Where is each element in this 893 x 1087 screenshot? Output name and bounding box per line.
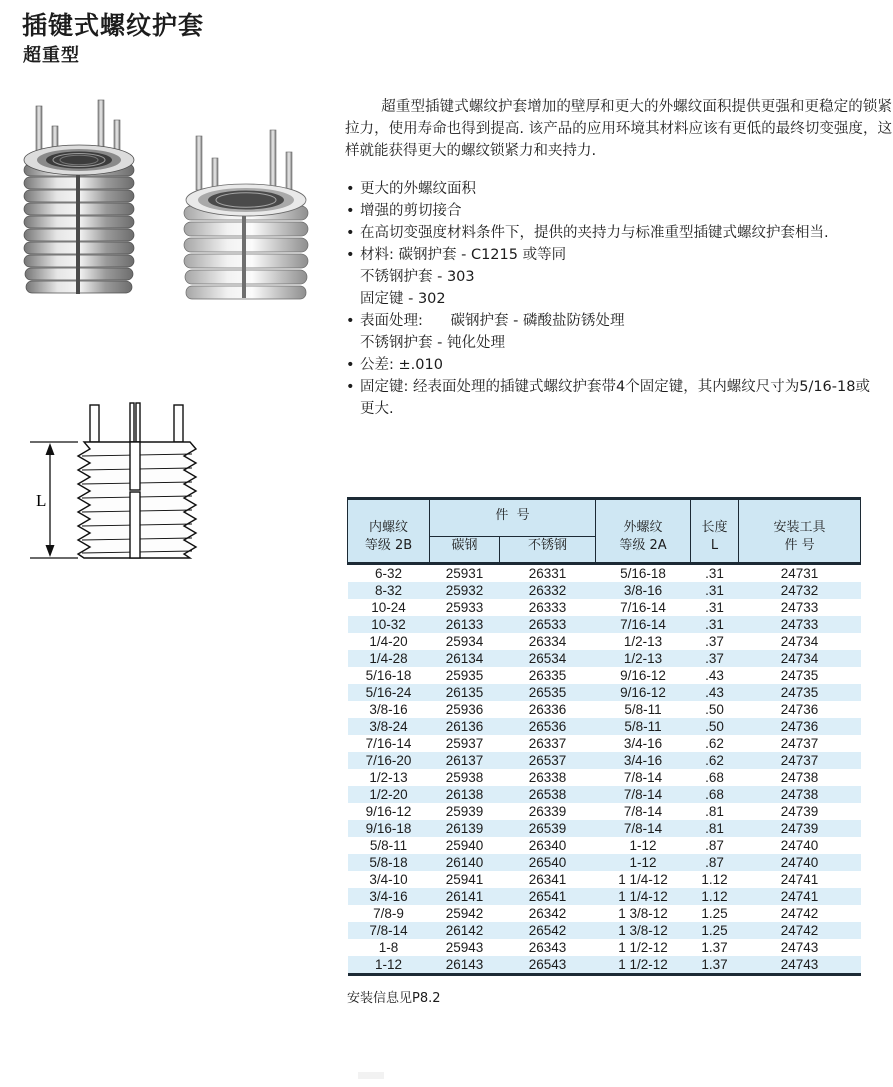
- header-line: 外螺纹: [623, 520, 663, 535]
- table-cell: 26339: [528, 804, 567, 819]
- table-cell: 24733: [780, 600, 819, 615]
- table-cell: 24740: [780, 838, 819, 853]
- table-cell: 25932: [430, 582, 500, 599]
- table-cell: 24731: [780, 566, 819, 581]
- header-external-thread: [596, 499, 691, 564]
- header-carbon-steel: 碳钢: [430, 537, 500, 564]
- feature-line: • 更大的外螺纹面积: [360, 181, 476, 197]
- table-row: [348, 684, 861, 701]
- table-cell: .87: [691, 854, 739, 871]
- table-cell: 26341: [528, 872, 567, 887]
- table-cell: 24738: [780, 770, 819, 785]
- table-cell: 1 1/2-12: [596, 956, 691, 975]
- table-cell: 1.37: [701, 940, 728, 955]
- dimension-label: L: [36, 491, 47, 510]
- table-cell: 1-12: [348, 956, 430, 975]
- header-line: 等级 2A: [619, 538, 667, 553]
- table-cell: 25938: [445, 770, 484, 785]
- table-cell: 24738: [739, 786, 861, 803]
- table-cell: .37: [691, 650, 739, 667]
- feature-item: [345, 310, 893, 354]
- table-cell: 26337: [528, 736, 567, 751]
- header-stainless-steel: 不锈钢: [500, 537, 596, 564]
- table-cell: 26342: [528, 906, 567, 921]
- table-cell: 26543: [500, 956, 596, 975]
- table-cell: 7/8-14: [623, 804, 663, 819]
- table-group-header-row: [348, 499, 861, 537]
- table-cell: 24736: [739, 718, 861, 735]
- table-cell: 7/16-14: [596, 616, 691, 633]
- table-cell: 7/8-14: [348, 922, 430, 939]
- table-row: [348, 820, 861, 837]
- page-subtitle: 超重型: [23, 45, 80, 66]
- table-cell: 9/16-12: [620, 668, 666, 683]
- table-cell: 24739: [739, 820, 861, 837]
- table-row: [348, 701, 861, 718]
- header-line: L: [710, 538, 719, 553]
- table-cell: 25935: [445, 668, 484, 683]
- table-cell: 1-12: [596, 854, 691, 871]
- table-cell: 10-24: [371, 600, 406, 615]
- table-cell: 24737: [780, 736, 819, 751]
- table-cell: 5/16-24: [348, 684, 430, 701]
- table-row: [348, 667, 861, 684]
- feature-line: 不锈钢护套 - 钝化处理: [360, 335, 505, 351]
- table-cell: 9/16-12: [596, 684, 691, 701]
- table-cell: 25937: [445, 736, 484, 751]
- table-row: [348, 956, 861, 975]
- table-cell: 3/4-16: [596, 752, 691, 769]
- table-cell: 26541: [500, 888, 596, 905]
- table-cell: 3/8-24: [348, 718, 430, 735]
- table-cell: 25942: [445, 906, 484, 921]
- footnote: 安装信息见P8.2: [347, 991, 441, 1006]
- table-cell: 24743: [739, 956, 861, 975]
- feature-line: • 表面处理: 碳钢护套 - 磷酸盐防锈处理: [360, 313, 625, 329]
- table-cell: 26535: [500, 684, 596, 701]
- feature-line: 固定键 - 302: [360, 291, 446, 307]
- table-cell: 7/8-14: [596, 786, 691, 803]
- table-cell: 26141: [430, 888, 500, 905]
- table-cell: 7/16-14: [620, 600, 666, 615]
- table-cell: 7/16-20: [348, 752, 430, 769]
- table-cell: 10-32: [348, 616, 430, 633]
- table-row: [348, 888, 861, 905]
- feature-line: • 在高切变强度材料条件下，提供的夹持力与标准重型插键式螺纹护套相当.: [360, 225, 829, 241]
- table-cell: 1/2-13: [596, 650, 691, 667]
- header-line: 等级 2B: [364, 538, 413, 553]
- page-title: 插键式螺纹护套: [22, 11, 205, 40]
- table-cell: 1/2-13: [369, 770, 408, 785]
- feature-item: [345, 200, 893, 222]
- table-cell: 24734: [739, 650, 861, 667]
- table-cell: .81: [705, 804, 724, 819]
- table-cell: 1.12: [701, 872, 728, 887]
- table-cell: .31: [691, 582, 739, 599]
- table-cell: 26343: [528, 940, 567, 955]
- length-dimension-drawing: [26, 400, 206, 572]
- table-cell: 1 3/8-12: [596, 922, 691, 939]
- table-cell: 24735: [780, 668, 819, 683]
- table-cell: 26334: [528, 634, 567, 649]
- feature-item: [345, 376, 893, 420]
- table-cell: 3/4-10: [369, 872, 408, 887]
- table-cell: 1 1/2-12: [618, 940, 668, 955]
- table-cell: 9/16-18: [348, 820, 430, 837]
- table-cell: 25941: [445, 872, 484, 887]
- table-row: [348, 599, 861, 616]
- table-cell: .62: [691, 752, 739, 769]
- header-install-tool: [739, 499, 861, 564]
- table-cell: 5/8-18: [348, 854, 430, 871]
- table-cell: 8-32: [348, 582, 430, 599]
- table-cell: 24735: [739, 684, 861, 701]
- table-cell: 5/16-18: [365, 668, 412, 683]
- table-row: [348, 939, 861, 956]
- table-cell: 1/4-20: [369, 634, 408, 649]
- parts-table: [347, 497, 861, 976]
- table-row: [348, 752, 861, 769]
- header-part-number-group: 件 号: [430, 499, 596, 537]
- table-cell: 26538: [500, 786, 596, 803]
- table-cell: 3/4-16: [623, 736, 663, 751]
- header-line: 内螺纹: [368, 520, 408, 535]
- table-cell: 26340: [528, 838, 567, 853]
- table-cell: 26536: [500, 718, 596, 735]
- header-line: 件 号: [784, 538, 815, 553]
- table-row: [348, 769, 861, 786]
- header-line: 安装工具: [773, 520, 826, 535]
- table-cell: 26133: [430, 616, 500, 633]
- table-cell: 26139: [430, 820, 500, 837]
- table-row: [348, 582, 861, 599]
- table-cell: 26143: [430, 956, 500, 975]
- table-row: [348, 786, 861, 803]
- feature-item: [345, 178, 893, 200]
- table-row: [348, 922, 861, 939]
- table-cell: 1 1/4-12: [618, 872, 668, 887]
- table-cell: 5/16-18: [620, 566, 666, 581]
- table-cell: .50: [705, 702, 724, 717]
- table-cell: .68: [691, 786, 739, 803]
- feature-line: 更大.: [360, 401, 394, 417]
- table-cell: 6-32: [374, 566, 403, 581]
- table-row: [348, 650, 861, 667]
- table-cell: 3/8-16: [596, 582, 691, 599]
- table-cell: .62: [705, 736, 724, 751]
- carbon-steel-insert-photo: [24, 100, 134, 294]
- product-photos: [16, 88, 326, 314]
- feature-line: • 固定键: 经表面处理的插键式螺纹护套带4个固定键，其内螺纹尺寸为5/16-18或: [360, 379, 870, 395]
- table-cell: 26336: [528, 702, 567, 717]
- feature-item: [345, 222, 893, 244]
- table-cell: 1.37: [691, 956, 739, 975]
- table-cell: 26534: [500, 650, 596, 667]
- table-row: [348, 871, 861, 888]
- table-cell: 26540: [500, 854, 596, 871]
- table-body: [348, 564, 861, 975]
- table-row: [348, 564, 861, 583]
- table-cell: 24733: [739, 616, 861, 633]
- table-cell: 25934: [445, 634, 484, 649]
- feature-line: • 公差: ±.010: [360, 357, 443, 373]
- table-cell: 25940: [445, 838, 484, 853]
- table-cell: 26142: [430, 922, 500, 939]
- table-cell: 7/16-14: [365, 736, 412, 751]
- table-cell: 7/8-9: [373, 906, 404, 921]
- table-cell: 5/8-11: [596, 718, 691, 735]
- table-cell: 3/4-16: [348, 888, 430, 905]
- table-row: [348, 718, 861, 735]
- table-cell: 25943: [445, 940, 484, 955]
- table-cell: 26136: [430, 718, 500, 735]
- header-line: 长度: [701, 520, 728, 535]
- table-cell: 26338: [528, 770, 567, 785]
- table-cell: 1.25: [701, 906, 728, 921]
- table-cell: 26539: [500, 820, 596, 837]
- feature-line: • 增强的剪切接合: [360, 203, 462, 219]
- table-row: [348, 616, 861, 633]
- table-cell: 7/8-14: [596, 820, 691, 837]
- table-cell: 24741: [739, 888, 861, 905]
- feature-line: 不锈钢护套 - 303: [360, 269, 475, 285]
- table-cell: .31: [691, 616, 739, 633]
- table-cell: .43: [691, 684, 739, 701]
- table-cell: 26331: [528, 566, 567, 581]
- table-cell: 7/8-14: [623, 770, 663, 785]
- table-cell: .50: [691, 718, 739, 735]
- feature-item: [345, 244, 893, 310]
- parts-table-container: [347, 497, 860, 976]
- table-cell: 24742: [739, 922, 861, 939]
- feature-line: • 材料: 碳钢护套 - C1215 或等同: [360, 247, 567, 263]
- intro-paragraph: 超重型插键式螺纹护套增加的壁厚和更大的外螺纹面积提供更强和更稳定的锁紧拉力，使用寿命也得到提高. 该产品的应用环境其材料应该有更低的最终切变强度，这样就能获得更大的螺纹锁紧力和夹持力.: [345, 99, 892, 159]
- table-cell: 1-8: [378, 940, 399, 955]
- table-cell: 25936: [445, 702, 484, 717]
- feature-list: [345, 178, 893, 420]
- table-cell: .31: [705, 566, 724, 581]
- table-cell: 26140: [430, 854, 500, 871]
- table-cell: 24740: [739, 854, 861, 871]
- table-cell: 1/4-28: [348, 650, 430, 667]
- table-cell: .43: [705, 668, 724, 683]
- table-cell: 3/8-16: [369, 702, 408, 717]
- table-row: [348, 905, 861, 922]
- table-row: [348, 837, 861, 854]
- table-cell: 1.12: [691, 888, 739, 905]
- table-cell: 24743: [780, 940, 819, 955]
- table-cell: 26542: [500, 922, 596, 939]
- table-cell: 1/2-20: [348, 786, 430, 803]
- table-cell: 25931: [445, 566, 484, 581]
- table-cell: .87: [705, 838, 724, 853]
- table-cell: 9/16-12: [365, 804, 412, 819]
- table-cell: 24739: [780, 804, 819, 819]
- feature-item: [345, 354, 893, 376]
- table-cell: 26138: [430, 786, 500, 803]
- table-cell: .37: [705, 634, 724, 649]
- table-cell: 1 3/8-12: [618, 906, 668, 921]
- table-cell: 5/8-11: [624, 702, 662, 717]
- table-cell: .31: [705, 600, 724, 615]
- table-cell: 5/8-11: [369, 838, 408, 853]
- table-row: [348, 633, 861, 650]
- table-cell: 26332: [500, 582, 596, 599]
- table-cell: 26537: [500, 752, 596, 769]
- table-cell: 24737: [739, 752, 861, 769]
- table-row: [348, 854, 861, 871]
- table-cell: 25933: [445, 600, 484, 615]
- table-cell: 24732: [739, 582, 861, 599]
- table-row: [348, 803, 861, 820]
- table-cell: 26533: [500, 616, 596, 633]
- table-cell: 26137: [430, 752, 500, 769]
- table-cell: 24742: [780, 906, 819, 921]
- table-cell: 26134: [430, 650, 500, 667]
- table-cell: 1.25: [691, 922, 739, 939]
- header-length: [691, 499, 739, 564]
- table-cell: 26135: [430, 684, 500, 701]
- table-cell: 24741: [780, 872, 819, 887]
- table-cell: 1/2-13: [623, 634, 663, 649]
- table-cell: 24736: [780, 702, 819, 717]
- table-cell: 1 1/4-12: [596, 888, 691, 905]
- scan-smudge: [358, 1072, 384, 1079]
- table-cell: 26333: [528, 600, 567, 615]
- header-internal-thread: [348, 499, 430, 564]
- stainless-steel-insert-photo: [184, 130, 308, 299]
- table-cell: 1-12: [629, 838, 657, 853]
- table-row: [348, 735, 861, 752]
- table-cell: 25939: [445, 804, 484, 819]
- table-cell: 24734: [780, 634, 819, 649]
- table-cell: .81: [691, 820, 739, 837]
- table-cell: .68: [705, 770, 724, 785]
- table-cell: 26335: [528, 668, 567, 683]
